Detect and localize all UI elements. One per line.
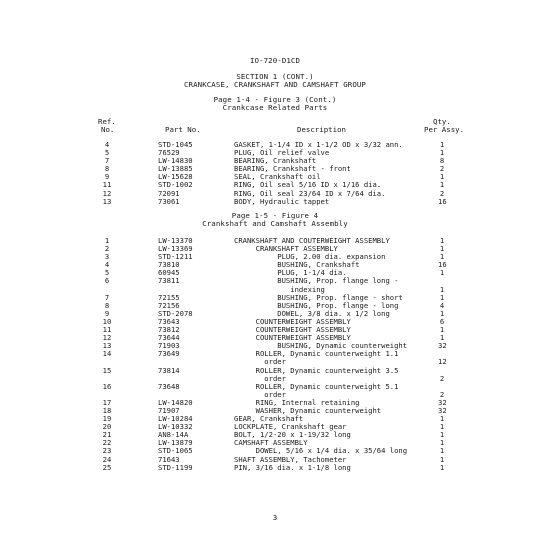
part-description: ROLLER, Dynamic counterweight 5.1 [234,381,399,391]
part-description: order [234,357,286,367]
quantity: 1 [439,422,445,432]
ref-number: 11 [102,180,112,190]
part-no-header: Part No. [165,125,201,134]
ref-number: 24 [102,454,112,464]
quantity: 8 [439,156,445,166]
quantity: 32 [438,405,447,415]
quantity: 1 [439,430,445,440]
part-number: AN8-14A [158,430,189,440]
part-description: RING, Oil seal 23/64 ID x 7/64 dia. [234,188,386,198]
ref-number: 20 [102,422,112,432]
ref-number: 13 [102,341,112,351]
part-description: PLUG, Oil relief valve [234,148,330,158]
part-number: 76529 [158,148,180,158]
part-description: GASKET, 1-1/4 ID x 1-1/2 OD x 3/32 ann. [234,140,403,149]
quantity: 1 [439,308,445,318]
table-row [0,464,550,472]
part-description: order [234,389,286,399]
figure4-page-ref: Page 1-5 - Figure 4 [231,211,319,220]
part-number: LW-13370 [158,236,193,245]
part-number: 71643 [158,454,180,464]
part-number: LW-10284 [158,414,193,424]
part-number: LW-15628 [158,172,193,182]
part-description: BUSHING, Prop. flange long - [234,276,399,286]
part-description: BUSHING, Dynamic counterweight [234,341,408,351]
part-number: 73649 [158,349,180,359]
part-description: BUSHING, Crankshaft [234,260,360,270]
ref-number: 10 [102,316,112,326]
figure4-parts-table [0,237,550,472]
quantity: 1 [439,180,445,190]
quantity: 32 [438,397,447,407]
quantity: 2 [439,164,445,174]
part-description: COUNTERWEIGHT ASSEMBLY [234,325,351,335]
part-description: PIN, 3/16 dia. x 1-1/8 long [234,462,351,472]
ref-number: 8 [104,300,110,310]
part-description: CRANKSHAFT ASSEMBLY [234,244,338,254]
part-description: indexing [234,284,325,294]
part-number: 72155 [158,292,180,302]
part-description: SHAFT ASSEMBLY, Tachometer [234,454,347,464]
quantity: 1 [439,172,445,182]
part-description: BUSHING, Prop. flange - short [234,292,403,302]
part-description: RING, Internal retaining [234,397,360,407]
ref-number: 15 [102,365,112,375]
ref-number: 19 [102,414,112,424]
part-number: STD-1211 [158,252,193,262]
part-number: LW-14830 [158,156,193,166]
part-number: STD-1199 [158,462,193,472]
ref-number: 12 [102,333,112,343]
table-row [0,198,550,206]
quantity: 1 [439,438,445,448]
ref-number: 14 [102,349,112,359]
part-number: STD-1045 [158,140,193,149]
quantity: 1 [439,414,445,424]
part-number: LW-10332 [158,422,193,432]
qty-header-line1: Qty. [433,117,451,126]
quantity: 12 [438,357,447,367]
ref-number: 18 [102,405,112,415]
quantity: 1 [439,244,445,254]
part-number: 60945 [158,268,180,278]
part-number: 73811 [158,276,180,286]
ref-number: 4 [104,260,110,270]
part-number: 71907 [158,405,180,415]
quantity: 1 [439,148,445,158]
ref-number: 17 [102,397,112,407]
quantity: 1 [439,236,445,245]
part-description: WASHER, Dynamic counterweight [234,405,382,415]
ref-number: 1 [104,236,110,245]
part-number: 73812 [158,325,180,335]
ref-number: 4 [104,140,110,149]
quantity: 1 [439,446,445,456]
part-number: LW-13885 [158,164,193,174]
ref-number: 9 [104,172,110,182]
part-description: BEARING, Crankshaft [234,156,317,166]
quantity: 1 [439,292,445,302]
figure3-page-ref: Page 1-4 - Figure 3 (Cont.) [213,95,337,104]
ref-number: 7 [104,156,110,166]
ref-number: 5 [104,148,110,158]
ref-number: 12 [102,188,112,198]
figure4-title: Crankshaft and Camshaft Assembly [202,219,348,228]
ref-number: 13 [102,196,112,206]
quantity: 4 [439,300,445,310]
quantity: 1 [439,268,445,278]
part-description: GEAR, Crankshaft [234,414,304,424]
part-number: 73643 [158,316,180,326]
section-title: SECTION 1 (CONT.) [236,72,314,81]
part-number: LW-13879 [158,438,193,448]
part-description: SEAL, Crankshaft oil [234,172,321,182]
part-number: LW-13369 [158,244,193,254]
quantity: 1 [439,140,445,149]
part-number: STD-1065 [158,446,193,456]
quantity: 1 [439,454,445,464]
part-description: PLUG, 1-1/4 dia. [234,268,347,278]
section-subtitle: CRANKCASE, CRANKSHAFT AND CAMSHAFT GROUP [184,80,366,89]
quantity: 2 [439,373,445,383]
part-description: BODY, Hydraulic tappet [234,196,330,206]
part-description: DOWEL, 3/8 dia. x 1/2 long [234,308,390,318]
ref-number: 6 [104,276,110,286]
ref-number: 2 [104,244,110,254]
ref-number: 8 [104,164,110,174]
figure3-title: Crankcase Related Parts [222,103,328,112]
ref-number: 11 [102,325,112,335]
part-number: 72156 [158,300,180,310]
part-description: CRANKSHAFT AND COUTERWEIGHT ASSEMBLY [234,236,390,245]
ref-number: 3 [104,252,110,262]
quantity: 16 [438,260,447,270]
qty-header-line2: Per Assy. [424,125,465,134]
part-description: BUSHING, Prop. flange - long [234,300,399,310]
ref-number: 7 [104,292,110,302]
part-number: 73810 [158,260,180,270]
ref-number: 16 [102,381,112,391]
part-description: CAMSHAFT ASSEMBLY [234,438,308,448]
ref-number: 9 [104,308,110,318]
ref-number: 21 [102,430,112,440]
part-number: STD-2078 [158,308,193,318]
part-description: RING, Oil seal 5/16 ID x 1/16 dia. [234,180,382,190]
part-number: 73648 [158,381,180,391]
document-id: IO-720-D1CD [249,56,301,65]
quantity: 16 [438,196,447,206]
part-description: DOWEL, 5/16 x 1/4 dia. x 35/64 long [234,446,408,456]
ref-number: 25 [102,462,112,472]
figure3-parts-table [0,141,550,206]
quantity: 1 [439,284,445,294]
ref-header-line1: Ref. [98,117,116,126]
quantity: 1 [439,333,445,343]
part-number: 73814 [158,365,180,375]
ref-header-line2: No. [101,125,115,134]
ref-number: 22 [102,438,112,448]
part-description: ROLLER, Dynamic counterweight 3.5 [234,365,399,375]
part-description: COUNTERWEIGHT ASSEMBLY [234,333,351,343]
part-number: 73061 [158,196,180,206]
quantity: 2 [439,188,445,198]
part-description: LOCKPLATE, Crankshaft gear [234,422,347,432]
quantity: 1 [439,462,445,472]
part-number: STD-1002 [158,180,193,190]
quantity: 2 [439,389,445,399]
ref-number: 5 [104,268,110,278]
part-description: order [234,373,286,383]
part-number: 73644 [158,333,180,343]
part-description: COUNTERWEIGHT ASSEMBLY [234,316,351,326]
part-number: LW-14820 [158,397,193,407]
quantity: 1 [439,252,445,262]
part-description: BEARING, Crankshaft - front [234,164,351,174]
quantity: 6 [439,316,445,326]
page-number: 3 [272,513,278,522]
part-number: 72091 [158,188,180,198]
description-header: Description [297,125,346,134]
part-description: BOLT, 1/2-20 x 1-19/32 long [234,430,351,440]
quantity: 1 [439,325,445,335]
ref-number: 23 [102,446,112,456]
quantity: 32 [438,341,447,351]
part-number: 71903 [158,341,180,351]
part-description: PLUG, 2.00 dia. expansion [234,252,386,262]
part-description: ROLLER, Dynamic counterweight 1.1 [234,349,399,359]
